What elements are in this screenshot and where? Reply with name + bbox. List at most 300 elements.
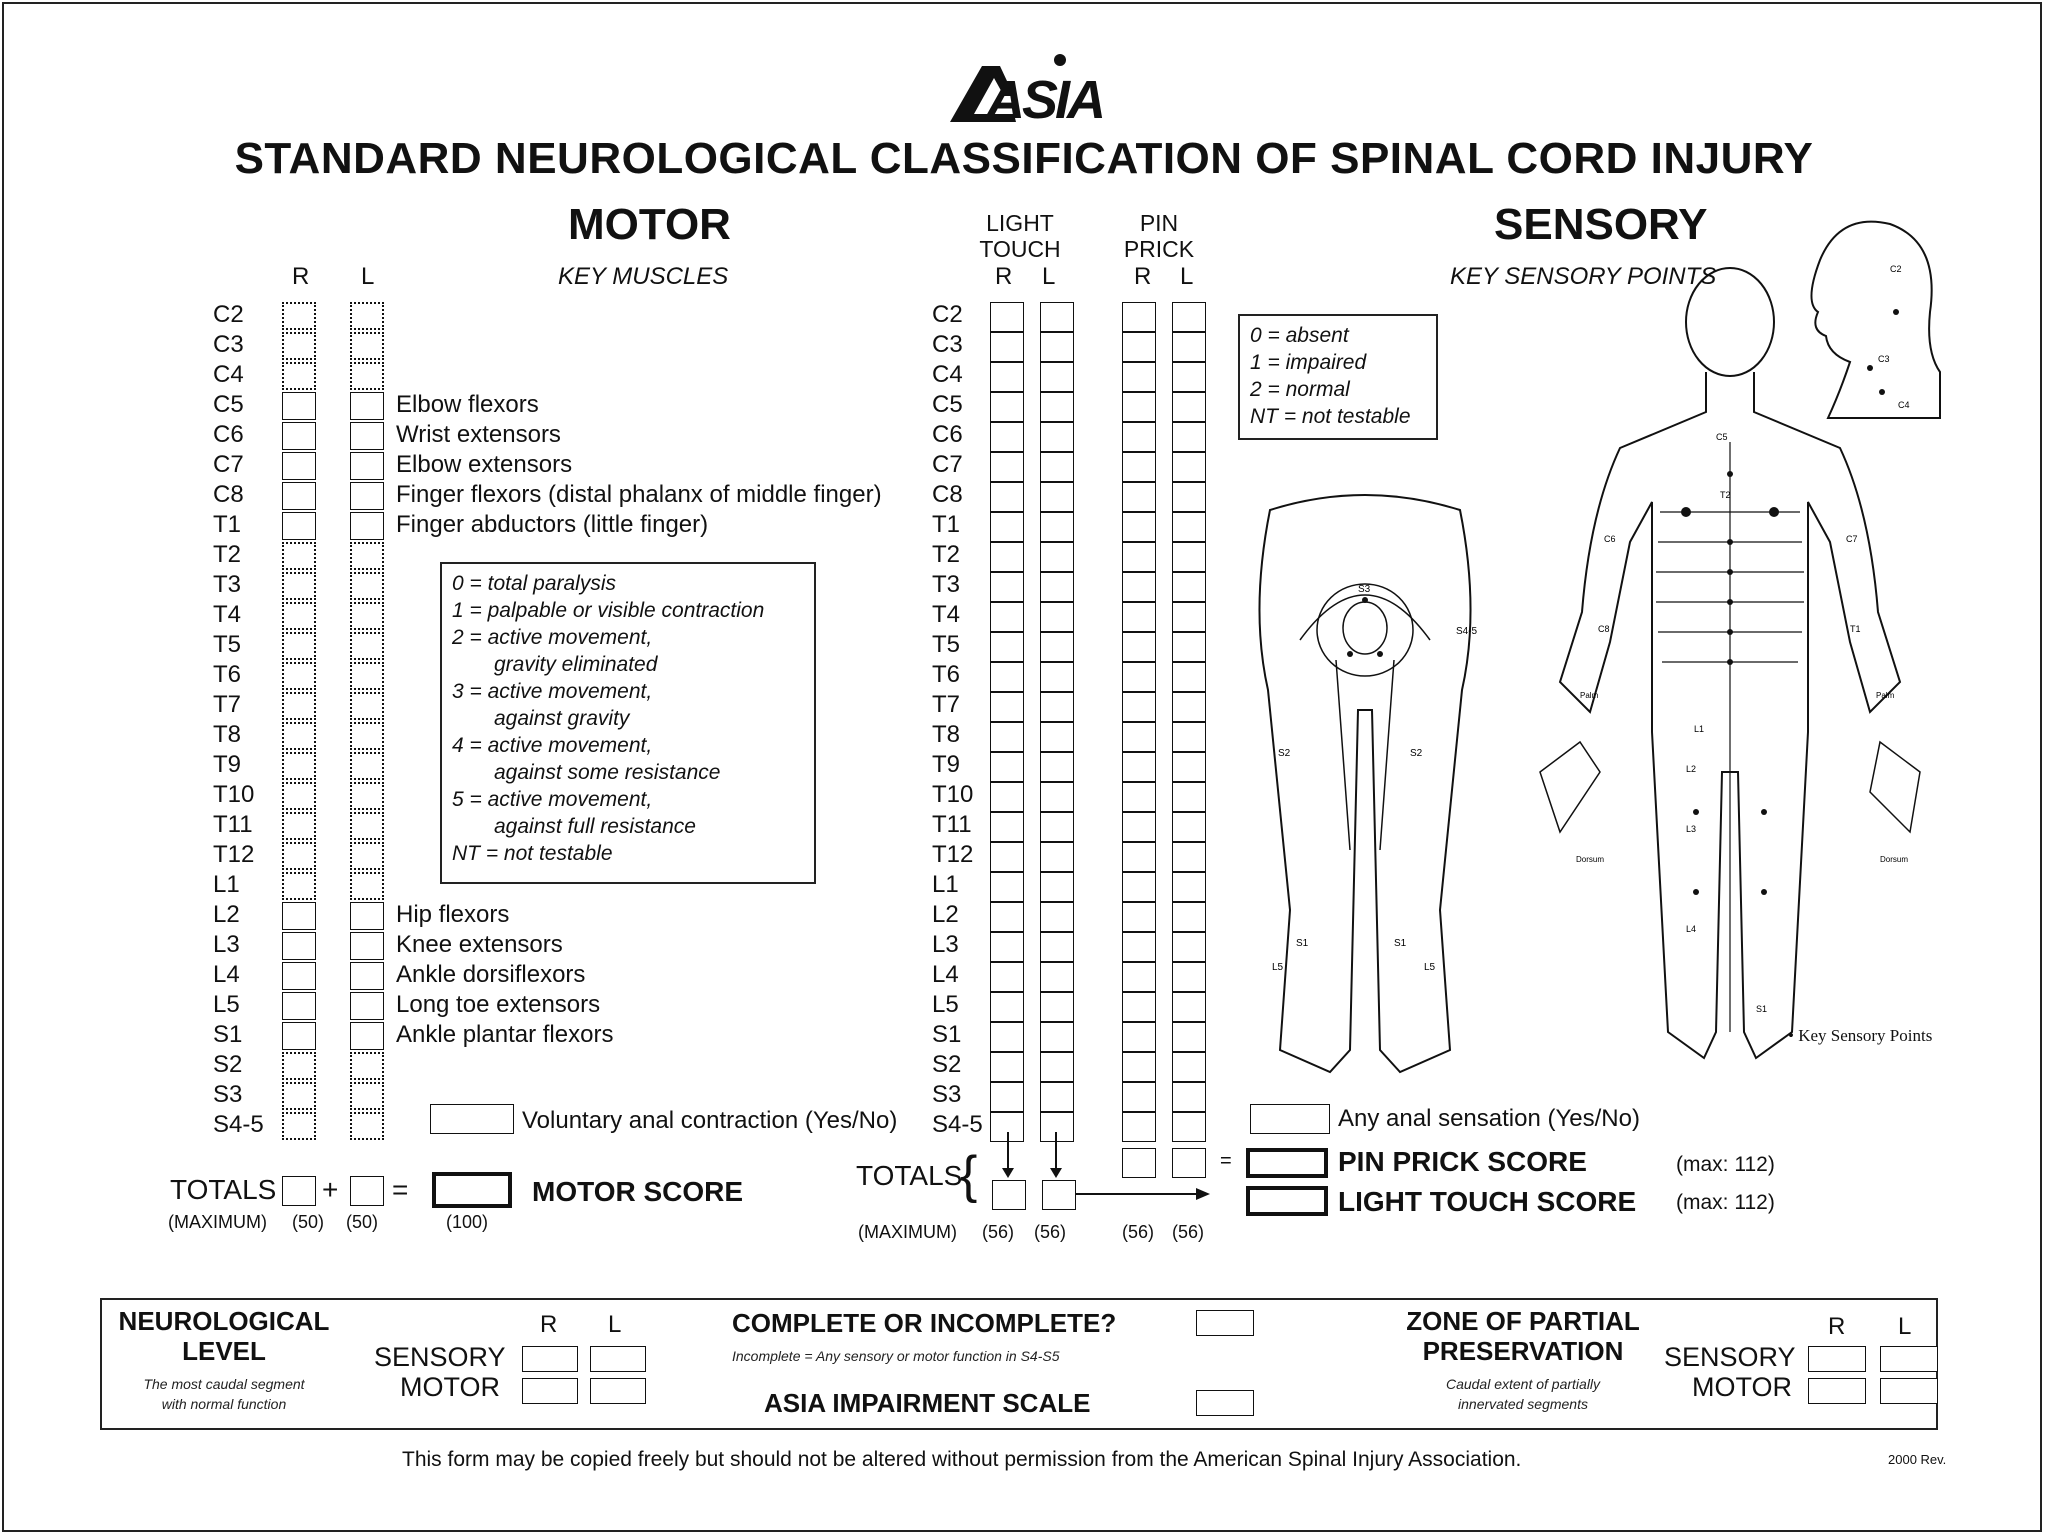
motor-score-l-input[interactable] <box>350 452 384 480</box>
pin-prick-l-input[interactable] <box>1172 692 1206 722</box>
key-muscle-label: Ankle plantar flexors <box>396 1021 614 1048</box>
pin-prick-r-input[interactable] <box>1122 452 1156 482</box>
light-touch-r-input[interactable] <box>990 962 1024 992</box>
light-touch-r-input[interactable] <box>990 662 1024 692</box>
lt-max-l: (56) <box>1034 1222 1067 1242</box>
motor-score-l-input[interactable] <box>350 812 384 840</box>
light-touch-l-input[interactable] <box>1040 842 1074 872</box>
neuro-level-note-1: The most caudal segment <box>143 1376 305 1392</box>
light-touch-r-input[interactable] <box>990 632 1024 662</box>
light-touch-l-input[interactable] <box>1040 542 1074 572</box>
motor-score-r-input[interactable] <box>282 842 316 870</box>
light-touch-l-input[interactable] <box>1040 332 1074 362</box>
motor-score-l-input[interactable] <box>350 302 384 330</box>
zpp-note-1: Caudal extent of partially <box>1445 1376 1601 1392</box>
pin-prick-l-input[interactable] <box>1172 542 1206 572</box>
light-touch-r-input[interactable] <box>990 302 1024 332</box>
key-muscle-label: Ankle dorsiflexors <box>396 961 586 988</box>
sensory-title: SENSORY <box>1494 200 1708 249</box>
motor-score-r-input[interactable] <box>282 362 316 390</box>
lt-col-r: R <box>995 263 1013 290</box>
derm-c5: C5 <box>1716 432 1728 442</box>
light-touch-l-input[interactable] <box>1040 872 1074 902</box>
motor-score-r-input[interactable] <box>282 722 316 750</box>
motor-score-l-input[interactable] <box>350 662 384 690</box>
complete-incomplete-input[interactable] <box>1196 1310 1254 1336</box>
derm-l4: L4 <box>1686 924 1697 934</box>
light-touch-r-input[interactable] <box>990 722 1024 752</box>
zpp-motor-r-input[interactable] <box>1808 1378 1866 1404</box>
motor-score-r-input[interactable] <box>282 932 316 960</box>
motor-score-r-input[interactable] <box>282 332 316 360</box>
sensory-level-label: T12 <box>932 841 974 868</box>
sensory-grade-legend <box>1238 314 1438 440</box>
light-touch-score-input[interactable] <box>1246 1186 1328 1216</box>
lt-max: (max: 112) <box>1676 1191 1775 1214</box>
motor-score-r-input[interactable] <box>282 512 316 540</box>
pp-max: (max: 112) <box>1676 1153 1775 1176</box>
light-touch-l-input[interactable] <box>1040 482 1074 512</box>
motor-score-l-input[interactable] <box>350 1112 384 1140</box>
pin-prick-l-input[interactable] <box>1172 1022 1206 1052</box>
sensory-level-label: C7 <box>932 451 963 478</box>
pp-col-r: R <box>1134 263 1152 290</box>
motor-score-l-input[interactable] <box>350 1082 384 1110</box>
light-touch-r-input[interactable] <box>990 422 1024 452</box>
motor-score-l-input[interactable] <box>350 992 384 1020</box>
motor-score-l-input[interactable] <box>350 512 384 540</box>
pin-prick-l-input[interactable] <box>1172 842 1206 872</box>
lt-total-l-input[interactable] <box>1042 1180 1076 1210</box>
derm-s1: S1 <box>1756 1004 1768 1014</box>
derm-l5-r: L5 <box>1424 962 1436 973</box>
pin-prick-score-input[interactable] <box>1246 1148 1328 1178</box>
pin-prick-l-input[interactable] <box>1172 332 1206 362</box>
motor-level-label: C2 <box>213 301 244 328</box>
derm-l2: L2 <box>1686 764 1697 774</box>
light-touch-r-input[interactable] <box>990 362 1024 392</box>
pp-col-l: L <box>1180 263 1194 290</box>
key-muscle-label: Wrist extensors <box>396 421 561 448</box>
pin-prick-r-input[interactable] <box>1122 392 1156 422</box>
motor-score-r-input[interactable] <box>282 392 316 420</box>
perineum-legs-diagram <box>1240 490 1490 1090</box>
light-touch-r-input[interactable] <box>990 482 1024 512</box>
motor-level-label: C8 <box>213 481 244 508</box>
sensory-level-label: L2 <box>932 901 959 928</box>
pin-prick-r-input[interactable] <box>1122 722 1156 752</box>
light-touch-l-input[interactable] <box>1040 752 1074 782</box>
light-touch-r-input[interactable] <box>990 992 1024 1022</box>
motor-score-l-input[interactable] <box>350 842 384 870</box>
zpp-sensory-label: SENSORY <box>1664 1342 1796 1372</box>
lt-max-r: (56) <box>982 1222 1015 1242</box>
key-muscle-label: Elbow extensors <box>396 451 573 478</box>
light-touch-l-input[interactable] <box>1040 512 1074 542</box>
motor-level-label: T2 <box>213 541 242 568</box>
pin-prick-r-input[interactable] <box>1122 542 1156 572</box>
light-touch-r-input[interactable] <box>990 902 1024 932</box>
pin-prick-r-input[interactable] <box>1122 422 1156 452</box>
pin-prick-l-input[interactable] <box>1172 812 1206 842</box>
light-touch-r-input[interactable] <box>990 752 1024 782</box>
sensory-level-label: C8 <box>932 481 963 508</box>
light-touch-r-input[interactable] <box>990 842 1024 872</box>
light-touch-r-input[interactable] <box>990 872 1024 902</box>
motor-legend-line: against some resistance <box>494 761 721 784</box>
motor-level-label: L3 <box>213 931 240 958</box>
sensory-level-label: T9 <box>932 751 961 778</box>
pin-prick-l-input[interactable] <box>1172 302 1206 332</box>
sensory-totals-label: TOTALS <box>856 1160 963 1191</box>
sensory-level-label: T4 <box>932 601 961 628</box>
motor-score-input[interactable] <box>432 1172 512 1208</box>
motor-score-r-input[interactable] <box>282 962 316 990</box>
light-touch-r-input[interactable] <box>990 332 1024 362</box>
light-touch-l-input[interactable] <box>1040 692 1074 722</box>
sensory-level-label: C5 <box>932 391 963 418</box>
derm-s2-l: S2 <box>1278 748 1291 759</box>
motor-level-label: C6 <box>213 421 244 448</box>
neuro-sensory-r-input[interactable] <box>522 1346 578 1372</box>
pin-prick-l-input[interactable] <box>1172 962 1206 992</box>
light-touch-l-input[interactable] <box>1040 452 1074 482</box>
pin-prick-l-input[interactable] <box>1172 932 1206 962</box>
light-touch-r-input[interactable] <box>990 602 1024 632</box>
motor-score-l-input[interactable] <box>350 1052 384 1080</box>
motor-legend-line: against gravity <box>494 707 630 730</box>
sensory-level-label: S2 <box>932 1051 962 1078</box>
motor-level-label: T8 <box>213 721 242 748</box>
motor-score-l-input[interactable] <box>350 722 384 750</box>
light-touch-l-input[interactable] <box>1040 302 1074 332</box>
motor-score-r-input[interactable] <box>282 602 316 630</box>
neuro-motor-l-input[interactable] <box>590 1378 646 1404</box>
derm-c4: C4 <box>1898 400 1910 410</box>
sensory-level-label: S4-5 <box>932 1111 983 1138</box>
neuro-sensory-l-input[interactable] <box>590 1346 646 1372</box>
sensory-level-label: S3 <box>932 1081 962 1108</box>
pin-prick-r-input[interactable] <box>1122 482 1156 512</box>
motor-score-l-input[interactable] <box>350 872 384 900</box>
motor-level-label: L5 <box>213 991 240 1018</box>
light-touch-l-input[interactable] <box>1040 632 1074 662</box>
neuro-col-r: R <box>540 1311 558 1338</box>
motor-score-r-input[interactable] <box>282 482 316 510</box>
light-touch-r-input[interactable] <box>990 452 1024 482</box>
motor-legend-line: 3 = active movement, <box>452 680 653 703</box>
light-touch-score-label: LIGHT TOUCH SCORE <box>1338 1186 1637 1217</box>
sensory-level-label: C2 <box>932 301 963 328</box>
motor-legend-line: against full resistance <box>494 815 696 838</box>
pin-prick-r-input[interactable] <box>1122 512 1156 542</box>
neuro-col-l: L <box>608 1311 622 1338</box>
motor-level-label: C4 <box>213 361 244 388</box>
zpp-motor-label: MOTOR <box>1692 1372 1792 1402</box>
light-touch-r-input[interactable] <box>990 692 1024 722</box>
motor-score-l-input[interactable] <box>350 482 384 510</box>
pin-prick-r-input[interactable] <box>1122 1052 1156 1082</box>
light-touch-l-input[interactable] <box>1040 782 1074 812</box>
motor-max-r: (50) <box>292 1212 325 1232</box>
light-touch-r-input[interactable] <box>990 392 1024 422</box>
motor-level-label: T11 <box>213 811 253 838</box>
motor-level-label: S3 <box>213 1081 243 1108</box>
key-sensory-points-note: • Key Sensory Points <box>1788 1026 1933 1045</box>
neuro-sensory-label: SENSORY <box>374 1342 506 1372</box>
derm-palm-l: Palm <box>1580 691 1599 700</box>
motor-score-l-input[interactable] <box>350 752 384 780</box>
light-touch-l-input[interactable] <box>1040 1022 1074 1052</box>
footer-note: This form may be copied freely but should not be altered without permission from the American Spinal Injury Association. <box>402 1448 1522 1471</box>
sensory-level-label: L3 <box>932 931 959 958</box>
motor-score-r-input[interactable] <box>282 872 316 900</box>
key-muscle-label: Knee extensors <box>396 931 563 958</box>
pin-prick-r-input[interactable] <box>1122 902 1156 932</box>
pin-prick-l-input[interactable] <box>1172 1082 1206 1112</box>
pin-prick-l-input[interactable] <box>1172 662 1206 692</box>
pin-prick-r-input[interactable] <box>1122 692 1156 722</box>
lt-total-r-input[interactable] <box>992 1180 1026 1210</box>
light-touch-l-input[interactable] <box>1040 992 1074 1022</box>
motor-level-label: L2 <box>213 901 240 928</box>
light-touch-l-input[interactable] <box>1040 1052 1074 1082</box>
light-touch-r-input[interactable] <box>990 542 1024 572</box>
pin-prick-r-input[interactable] <box>1122 602 1156 632</box>
zpp-sensory-r-input[interactable] <box>1808 1346 1866 1372</box>
motor-score-r-input[interactable] <box>282 302 316 330</box>
motor-legend-line: 5 = active movement, <box>452 788 653 811</box>
pin-prick-l-input[interactable] <box>1172 872 1206 902</box>
pin-prick-r-input[interactable] <box>1122 302 1156 332</box>
zpp-col-r: R <box>1828 1313 1846 1340</box>
motor-score-l-input[interactable] <box>350 1022 384 1050</box>
pin-prick-l-input[interactable] <box>1172 752 1206 782</box>
pin-prick-r-input[interactable] <box>1122 872 1156 902</box>
motor-score-l-input[interactable] <box>350 572 384 600</box>
motor-score-r-input[interactable] <box>282 662 316 690</box>
motor-score-r-input[interactable] <box>282 572 316 600</box>
motor-score-l-input[interactable] <box>350 632 384 660</box>
light-touch-r-input[interactable] <box>990 782 1024 812</box>
derm-t1: T1 <box>1850 624 1861 634</box>
motor-total-r-input[interactable] <box>282 1176 316 1206</box>
zpp-sensory-l-input[interactable] <box>1880 1346 1938 1372</box>
sensory-level-label: T8 <box>932 721 961 748</box>
motor-score-r-input[interactable] <box>282 542 316 570</box>
pin-prick-r-input[interactable] <box>1122 1022 1156 1052</box>
pp-total-r-input[interactable] <box>1122 1148 1156 1178</box>
sensory-level-label: T3 <box>932 571 961 598</box>
pin-prick-r-input[interactable] <box>1122 1082 1156 1112</box>
motor-level-label: T12 <box>213 841 255 868</box>
motor-level-label: T5 <box>213 631 242 658</box>
motor-score-r-input[interactable] <box>282 812 316 840</box>
motor-score-l-input[interactable] <box>350 332 384 360</box>
derm-s2-r: S2 <box>1410 748 1423 759</box>
motor-score-l-input[interactable] <box>350 542 384 570</box>
motor-score-r-input[interactable] <box>282 632 316 660</box>
derm-c7: C7 <box>1846 534 1858 544</box>
light-touch-r-input[interactable] <box>990 512 1024 542</box>
motor-score-r-input[interactable] <box>282 992 316 1020</box>
pin-prick-l-input[interactable] <box>1172 602 1206 632</box>
zpp-note-2: innervated segments <box>1458 1396 1588 1412</box>
sensory-level-label: L5 <box>932 991 959 1018</box>
derm-l5-l: L5 <box>1272 962 1284 973</box>
light-touch-r-input[interactable] <box>990 572 1024 602</box>
pp-total-l-input[interactable] <box>1172 1148 1206 1178</box>
motor-col-l: L <box>361 263 375 290</box>
pin-prick-r-input[interactable] <box>1122 332 1156 362</box>
lt-col-l: L <box>1042 263 1056 290</box>
pin-prick-r-input[interactable] <box>1122 752 1156 782</box>
motor-score-l-input[interactable] <box>350 692 384 720</box>
derm-c6: C6 <box>1604 534 1616 544</box>
pin-prick-r-input[interactable] <box>1122 812 1156 842</box>
body-dermatome-diagram <box>1520 212 1960 1092</box>
pin-prick-l-input[interactable] <box>1172 482 1206 512</box>
motor-col-r: R <box>292 263 310 290</box>
complete-incomplete-label: COMPLETE OR INCOMPLETE? <box>732 1308 1117 1338</box>
pin-prick-l-input[interactable] <box>1172 992 1206 1022</box>
pin-prick-r-input[interactable] <box>1122 962 1156 992</box>
sensory-level-label: T7 <box>932 691 961 718</box>
asia-scale-input[interactable] <box>1196 1390 1254 1416</box>
pin-prick-l-input[interactable] <box>1172 392 1206 422</box>
key-muscle-label: Finger flexors (distal phalanx of middle finger) <box>396 481 882 508</box>
motor-legend-line: 0 = total paralysis <box>452 572 617 595</box>
pin-prick-l-input[interactable] <box>1172 422 1206 452</box>
motor-score-r-input[interactable] <box>282 1082 316 1110</box>
light-touch-l-input[interactable] <box>1040 932 1074 962</box>
motor-level-label: T9 <box>213 751 242 778</box>
motor-subtitle: KEY MUSCLES <box>558 263 729 290</box>
pin-prick-l-input[interactable] <box>1172 362 1206 392</box>
svg-text:ASIA: ASIA <box>986 70 1104 124</box>
light-touch-l-input[interactable] <box>1040 392 1074 422</box>
motor-score-r-input[interactable] <box>282 1052 316 1080</box>
light-touch-l-input[interactable] <box>1040 602 1074 632</box>
motor-level-label: T10 <box>213 781 255 808</box>
light-touch-l-input[interactable] <box>1040 902 1074 932</box>
derm-c3: C3 <box>1878 354 1890 364</box>
pin-prick-r-input[interactable] <box>1122 992 1156 1022</box>
derm-palm-r: Palm <box>1876 691 1895 700</box>
light-touch-r-input[interactable] <box>990 932 1024 962</box>
sensory-level-label: T5 <box>932 631 961 658</box>
motor-score-l-input[interactable] <box>350 422 384 450</box>
motor-score-r-input[interactable] <box>282 1112 316 1140</box>
pin-prick-r-input[interactable] <box>1122 662 1156 692</box>
sensory-level-label: T11 <box>932 811 972 838</box>
sensory-level-label: C4 <box>932 361 963 388</box>
motor-score-r-input[interactable] <box>282 902 316 930</box>
motor-score-l-input[interactable] <box>350 602 384 630</box>
motor-level-label: L1 <box>213 871 240 898</box>
pin-prick-r-input[interactable] <box>1122 572 1156 602</box>
light-touch-l-input[interactable] <box>1040 812 1074 842</box>
motor-max-l: (50) <box>346 1212 379 1232</box>
motor-level-label: T7 <box>213 691 242 718</box>
sensory-level-label: T6 <box>932 661 961 688</box>
light-touch-l-input[interactable] <box>1040 722 1074 752</box>
motor-level-label: T3 <box>213 571 242 598</box>
pin-prick-l-input[interactable] <box>1172 1052 1206 1082</box>
pin-prick-r-input[interactable] <box>1122 932 1156 962</box>
sensory-level-label: T10 <box>932 781 974 808</box>
pin-prick-r-input[interactable] <box>1122 632 1156 662</box>
light-touch-l-input[interactable] <box>1040 422 1074 452</box>
sensory-level-label: L1 <box>932 871 959 898</box>
key-muscle-label: Hip flexors <box>396 901 510 928</box>
key-muscle-label: Finger abductors (little finger) <box>396 511 709 538</box>
light-touch-r-input[interactable] <box>990 1082 1024 1112</box>
form-title: STANDARD NEUROLOGICAL CLASSIFICATION OF SPINAL CORD INJURY <box>234 134 1814 183</box>
motor-legend-line: NT = not testable <box>452 842 613 865</box>
light-touch-r-input[interactable] <box>990 1052 1024 1082</box>
zpp-col-l: L <box>1898 1313 1912 1340</box>
sensory-legend-line: 1 = impaired <box>1250 351 1367 374</box>
pin-prick-r-input[interactable] <box>1122 362 1156 392</box>
motor-level-label: T4 <box>213 601 242 628</box>
motor-score-r-input[interactable] <box>282 422 316 450</box>
motor-score-l-input[interactable] <box>350 362 384 390</box>
pin-prick-l-input[interactable] <box>1172 632 1206 662</box>
light-touch-r-input[interactable] <box>990 812 1024 842</box>
sensory-subtitle: KEY SENSORY POINTS <box>1450 263 1717 290</box>
pin-prick-r-input[interactable] <box>1122 782 1156 812</box>
motor-score-r-input[interactable] <box>282 752 316 780</box>
voluntary-anal-contraction-input[interactable] <box>430 1104 514 1134</box>
pin-prick-l-input[interactable] <box>1172 572 1206 602</box>
light-touch-l-input[interactable] <box>1040 962 1074 992</box>
motor-total-l-input[interactable] <box>350 1176 384 1206</box>
derm-dorsum-r: Dorsum <box>1880 855 1909 864</box>
neuro-motor-r-input[interactable] <box>522 1378 578 1404</box>
light-touch-l-input[interactable] <box>1040 662 1074 692</box>
light-touch-l-input[interactable] <box>1040 362 1074 392</box>
incomplete-note: Incomplete = Any sensory or motor function in S4-S5 <box>732 1348 1060 1364</box>
pin-prick-l-input[interactable] <box>1172 452 1206 482</box>
motor-score-r-input[interactable] <box>282 782 316 810</box>
light-touch-r-input[interactable] <box>990 1022 1024 1052</box>
light-touch-l-input[interactable] <box>1040 1082 1074 1112</box>
motor-score-r-input[interactable] <box>282 1022 316 1050</box>
pp-equals: = <box>1220 1150 1232 1172</box>
pin-prick-l-input[interactable] <box>1172 722 1206 752</box>
pin-prick-l-input[interactable] <box>1172 782 1206 812</box>
neuro-motor-label: MOTOR <box>400 1372 500 1402</box>
motor-score-label: MOTOR SCORE <box>532 1176 744 1207</box>
pin-prick-l-input[interactable] <box>1172 902 1206 932</box>
motor-score-l-input[interactable] <box>350 782 384 810</box>
motor-level-label: L4 <box>213 961 240 988</box>
motor-score-l-input[interactable] <box>350 392 384 420</box>
zpp-motor-l-input[interactable] <box>1880 1378 1938 1404</box>
derm-c8: C8 <box>1598 624 1610 634</box>
light-touch-l-input[interactable] <box>1040 572 1074 602</box>
motor-score-l-input[interactable] <box>350 932 384 960</box>
anal-sensation-input[interactable] <box>1250 1104 1330 1134</box>
motor-score-r-input[interactable] <box>282 452 316 480</box>
motor-title: MOTOR <box>568 200 731 249</box>
motor-score-r-input[interactable] <box>282 692 316 720</box>
pin-prick-r-input[interactable] <box>1122 842 1156 872</box>
motor-score-l-input[interactable] <box>350 962 384 990</box>
pin-prick-l-input[interactable] <box>1172 512 1206 542</box>
motor-score-l-input[interactable] <box>350 902 384 930</box>
